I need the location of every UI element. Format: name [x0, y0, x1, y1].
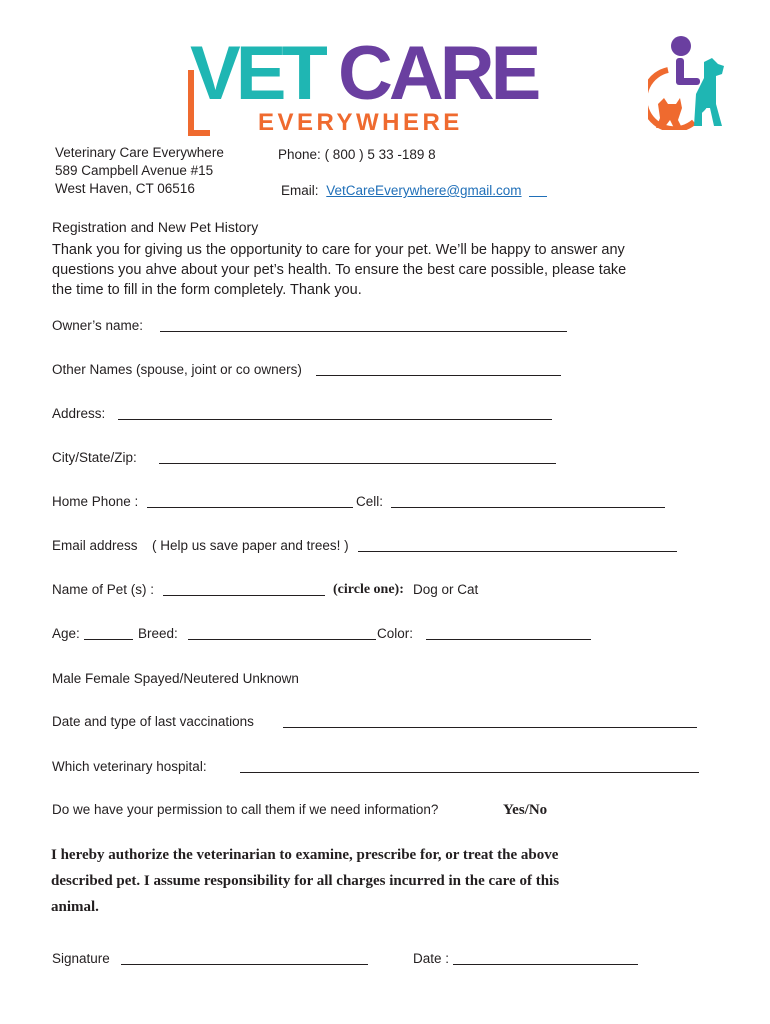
- vet-care-logo: [188, 31, 538, 136]
- phone-line: [278, 147, 436, 163]
- color-label: Color:: [377, 626, 414, 641]
- city-state-zip-label: City/State/Zip:: [52, 450, 137, 465]
- authorization-line-1: I hereby authorize the veterinarian to examine, prescribe for, or treat the above: [51, 847, 559, 863]
- other-names-field[interactable]: [316, 375, 561, 376]
- address-field[interactable]: [118, 419, 552, 420]
- vaccinations-field[interactable]: [283, 727, 697, 728]
- logo-care-text: CARE: [338, 31, 538, 116]
- email-underline: [529, 196, 547, 197]
- breed-label: Breed:: [138, 626, 178, 641]
- clinic-street: 589 Campbell Avenue #15: [55, 163, 214, 178]
- address-label: Address:: [52, 406, 106, 421]
- authorization-line-2: described pet. I assume responsibility for all charges incurred in the care of this: [51, 873, 560, 889]
- signature-field[interactable]: [121, 964, 368, 965]
- logo-everywhere-text: EVERYWHERE: [258, 109, 463, 136]
- cell-label: Cell:: [356, 494, 384, 509]
- circle-one-label: (circle one):: [333, 582, 404, 597]
- cell-field[interactable]: [391, 507, 665, 508]
- other-names-label: Other Names (spouse, joint or co owners): [52, 362, 302, 377]
- yes-no-options[interactable]: Yes/No: [503, 802, 548, 818]
- authorization-line-3: animal.: [51, 899, 99, 915]
- hospital-label: Which veterinary hospital:: [52, 759, 207, 774]
- clinic-city: West Haven, CT 06516: [55, 181, 195, 196]
- breed-field[interactable]: [188, 639, 376, 640]
- date-label: Date :: [413, 951, 450, 966]
- date-field[interactable]: [453, 964, 638, 965]
- age-field[interactable]: [84, 639, 133, 640]
- city-state-zip-field[interactable]: [159, 463, 556, 464]
- home-phone-label: Home Phone :: [52, 494, 139, 509]
- email-label: Email:: [281, 183, 319, 198]
- logo-vet-text: VET: [190, 31, 323, 116]
- wheelchair-dog-cat-icon: [648, 34, 732, 130]
- owner-name-label: Owner’s name:: [52, 318, 144, 333]
- email-link[interactable]: VetCareEverywhere@gmail.com: [326, 183, 522, 198]
- age-label: Age:: [52, 626, 80, 641]
- pet-names-field[interactable]: [163, 595, 325, 596]
- intro-line-1: Thank you for giving us the opportunity to care for your pet. We’ll be happy to answer any: [52, 242, 625, 258]
- email-note: ( Help us save paper and trees! ): [152, 538, 349, 553]
- hospital-field[interactable]: [240, 772, 699, 773]
- permission-question: Do we have your permission to call them if we need information?: [52, 802, 439, 817]
- dog-or-cat-options[interactable]: Dog or Cat: [413, 582, 479, 597]
- pet-names-label: Name of Pet (s) :: [52, 582, 155, 597]
- phone-label: Phone:: [278, 147, 321, 162]
- email-line: [281, 183, 522, 199]
- section-title: Registration and New Pet History: [52, 219, 259, 235]
- clinic-name: Veterinary Care Everywhere: [55, 145, 224, 160]
- intro-line-3: the time to fill in the form completely. Thank you.: [52, 282, 362, 298]
- email-address-label: Email address: [52, 538, 138, 553]
- color-field[interactable]: [426, 639, 591, 640]
- home-phone-field[interactable]: [147, 507, 353, 508]
- email-address-field[interactable]: [358, 551, 677, 552]
- phone-number: ( 800 ) 5 33 -189 8: [324, 147, 436, 162]
- vaccinations-label: Date and type of last vaccinations: [52, 714, 254, 729]
- signature-label: Signature: [52, 951, 110, 966]
- sex-options[interactable]: Male Female Spayed/Neutered Unknown: [52, 671, 299, 686]
- intro-line-2: questions you ahve about your pet’s health. To ensure the best care possible, please take: [52, 262, 627, 278]
- owner-name-field[interactable]: [160, 331, 567, 332]
